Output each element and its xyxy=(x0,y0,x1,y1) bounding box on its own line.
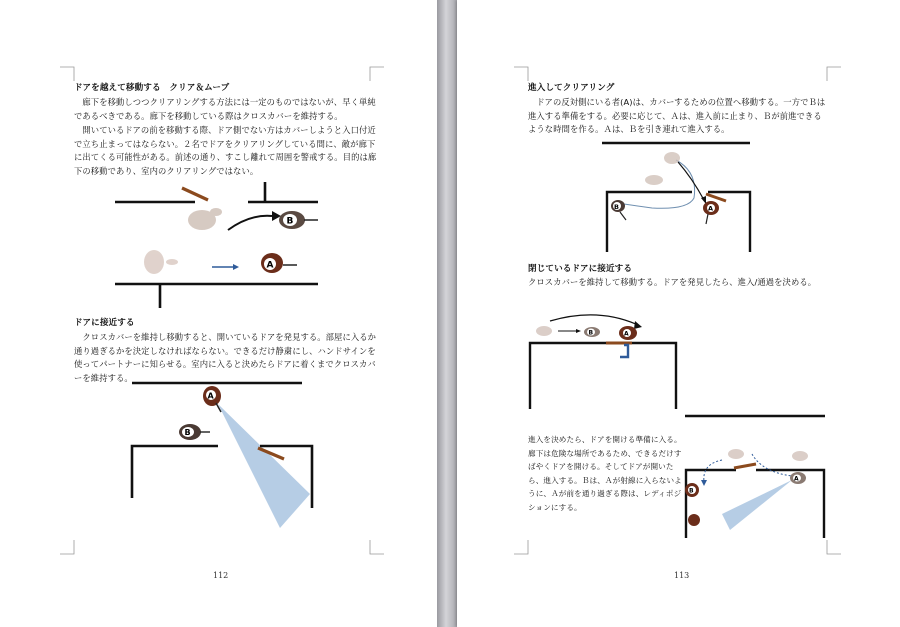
section-heading: 進入してクリアリング xyxy=(528,83,615,93)
operator-b xyxy=(611,200,626,220)
wall xyxy=(632,343,676,409)
wall xyxy=(132,446,218,498)
operator-label: A xyxy=(624,330,629,338)
operator-ghost xyxy=(536,326,552,336)
door xyxy=(182,188,208,200)
movement-arrow xyxy=(678,162,704,200)
paragraph: 廊下を移動しつつクリアリングする方法には一定のものではないが、早く単純であるべきである。廊下を移動している際はクロスカバーを維持する。 xyxy=(74,97,376,121)
arrow-head xyxy=(576,329,581,333)
entry-diagram xyxy=(602,138,762,256)
book-gutter xyxy=(437,0,457,627)
operator-label: B xyxy=(286,216,294,227)
wall xyxy=(708,192,750,252)
wall xyxy=(530,343,608,409)
arrow-head xyxy=(701,196,706,204)
arrow-head xyxy=(233,264,239,270)
door xyxy=(734,464,756,468)
operator-ghost xyxy=(728,449,808,461)
movement-arrow xyxy=(228,216,272,230)
sight-cone xyxy=(722,480,792,530)
operator-a xyxy=(790,472,806,484)
paragraph: クロスカバーを維持し移動すると、開いているドアを発見する。部屋に入るか通り過ぎるかを決定しなければならない。できるだけ静粛にし、ハンドサインを使ってパートナーに知らせる。室内に入ると決めたらドアに着くまでクロスカバーを維持する。 xyxy=(74,332,377,383)
paragraph: 開いているドアの前を移動する際、ドア側でない方はカバーしようと入口付近で立ち止まってはならない。２名でドアをクリアリングしている間に、敵が廊下に出てくる可能性がある。前述の通り、すこし離れて周囲を警戒する。目的は廊下の移動であり、室内のクリアリングではない。 xyxy=(74,125,377,176)
operator-b xyxy=(685,483,699,497)
wall xyxy=(685,412,830,420)
operator-b xyxy=(179,424,210,440)
wall xyxy=(756,470,824,538)
operator-a xyxy=(703,201,719,224)
operator-label: A xyxy=(708,204,714,213)
door-handle-marker xyxy=(620,345,628,357)
page-113 xyxy=(457,0,900,627)
door xyxy=(706,194,726,201)
wall xyxy=(686,470,736,538)
section-heading: ドアを越えて移動する クリア＆ムーブ xyxy=(74,83,230,93)
paragraph: ドアの反対側にいる者(A)は、カバーするための位置へ移動する。一方でＢは進入する準備をする。必要に応じて、Ａは、進入前に止まり、Ｂが前進できるような時間を作る。Ａは、Ｂを引き連れて進入する。 xyxy=(528,97,826,135)
operator-ghost xyxy=(188,208,222,230)
operator-label: B xyxy=(184,428,191,437)
paragraph: 進入を決めたら、ドアを開ける準備に入る。廊下は危険な場所であるため、できるだけすばやくドアを開ける。そしてドアが開いたら、進入する。Ｂは、Ａが射線に入らないように、Ａが前を通り過ぎる際は、レディポジションにする。 xyxy=(528,435,682,512)
operator-a xyxy=(261,253,297,273)
operator-label: B xyxy=(614,203,619,211)
operator-label: B xyxy=(689,487,694,495)
door-approach-diagram xyxy=(120,378,330,534)
page-112 xyxy=(0,0,437,627)
operator-label: A xyxy=(207,391,214,401)
operator-a xyxy=(203,386,221,412)
movement-path xyxy=(624,160,695,208)
operator-label: A xyxy=(266,260,274,271)
section-heading: ドアに接近する xyxy=(74,318,135,328)
operator-ghost xyxy=(645,152,680,185)
arrow-head xyxy=(634,321,642,329)
closed-door-diagram xyxy=(528,305,688,415)
operator-label: B xyxy=(588,329,594,337)
operator-b xyxy=(584,327,600,337)
operator-ghost xyxy=(144,250,178,274)
sight-cone xyxy=(218,404,310,528)
movement-path xyxy=(752,454,792,476)
section-heading: 閉じているドアに接近する xyxy=(528,264,633,274)
page-number: 112 xyxy=(213,571,229,580)
door-entry-diagram xyxy=(682,442,832,542)
paragraph: クロスカバーを維持して移動する。ドアを発見したら、進入/通過を決める。 xyxy=(528,277,817,287)
page-number: 113 xyxy=(674,571,690,580)
operator-a xyxy=(619,326,637,340)
arrow-head xyxy=(701,480,707,486)
operator-ghost xyxy=(688,514,700,526)
operator-b xyxy=(279,211,318,229)
hallway-diagram xyxy=(100,178,330,314)
movement-arrow xyxy=(550,315,638,325)
operator-label: A xyxy=(794,475,799,483)
